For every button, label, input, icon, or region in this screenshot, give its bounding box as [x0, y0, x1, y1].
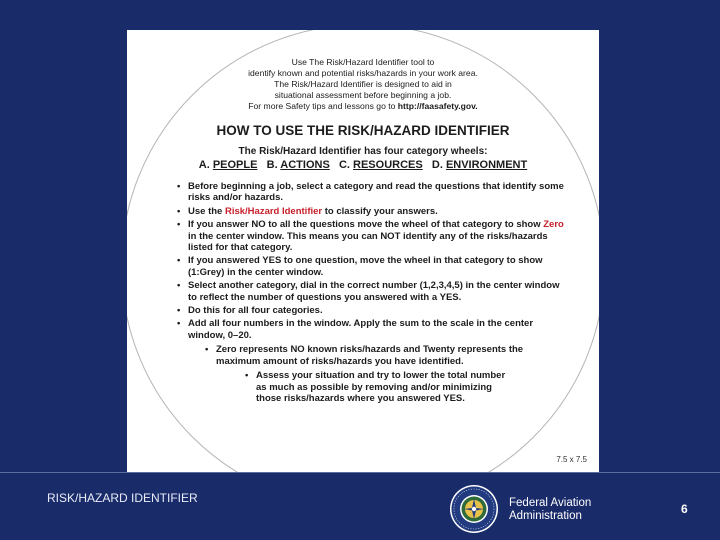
footer-title: RISK/HAZARD IDENTIFIER	[47, 491, 198, 505]
sub-sub-bullet-item: • Assess your situation and try to lower the total number as much as possible by removing and/or minimizing those risks/hazards where you answered YES.	[245, 370, 514, 404]
tips-url: http://faasafety.gov.	[397, 101, 478, 111]
bullet-item: • Select another category, dial in the correct number (1,2,3,4,5) in the center window to reflect the number of questions you answered with a YES.	[177, 280, 567, 303]
bullet-item: • If you answered YES to one question, move the wheel in that category to show (1:Grey) in the center window.	[177, 255, 567, 278]
intro-text	[127, 57, 599, 112]
wheel-name-people: PEOPLE	[212, 159, 258, 171]
card-heading: HOW TO USE THE RISK/HAZARD IDENTIFIER	[216, 123, 510, 138]
bullet-text: If you answer NO to all the questions move the wheel of that category to show	[188, 219, 544, 231]
wheel-letter: B.	[266, 159, 278, 171]
highlight-text: Zero	[543, 219, 564, 231]
agency-line: Administration	[509, 509, 582, 522]
slide-footer	[0, 472, 720, 540]
size-label: 7.5 x 7.5	[556, 455, 587, 464]
bullet-item: • Do this for all four categories.	[177, 305, 567, 316]
page-number: 6	[681, 502, 688, 516]
tips-line	[127, 101, 599, 112]
intro-line: situational assessment before beginning a job.	[274, 90, 452, 100]
faa-seal-icon	[449, 484, 499, 534]
intro-line: identify known and potential risks/hazards in your work area.	[248, 68, 478, 78]
wheel-letter: D.	[431, 159, 443, 171]
highlight-text: Risk/Hazard Identifier	[224, 205, 323, 217]
bullet-item	[177, 219, 567, 253]
tips-prefix: For more Safety tips and lessons go to	[248, 101, 398, 111]
wheel-name-environment: ENVIRONMENT	[445, 159, 528, 171]
bullet-text: in the center window. This means you can NOT identify any of the risks/hazards listed for that category.	[188, 230, 548, 254]
bullet-item	[177, 206, 567, 217]
sub-bullet-item: • Zero represents NO known risks/hazards and Twenty represents the maximum amount of risks/hazards you have identified.	[205, 344, 567, 367]
wheel-name-resources: RESOURCES	[353, 159, 423, 171]
intro-line: The Risk/Hazard Identifier is designed to aid in	[274, 79, 452, 89]
intro-line: Use The Risk/Hazard Identifier tool to	[291, 57, 435, 67]
agency-name	[509, 497, 591, 522]
wheel-letter: A.	[198, 159, 210, 171]
risk-hazard-card-image	[127, 30, 599, 472]
bullet-text: Use the	[188, 205, 225, 217]
instruction-bullets	[177, 181, 567, 406]
bullet-item: • Add all four numbers in the window. Apply the sum to the scale in the center window, 0–20.	[177, 318, 567, 341]
bullet-item: • Before beginning a job, select a category and read the questions that identify some risks and/or hazards.	[177, 181, 567, 204]
bullet-text: to classify your answers.	[322, 205, 438, 217]
card-subheading: The Risk/Hazard Identifier has four category wheels:	[238, 146, 488, 157]
wheel-letter: C.	[338, 159, 350, 171]
agency-line: Federal Aviation	[509, 497, 592, 509]
wheel-name-actions: ACTIONS	[280, 159, 330, 171]
category-wheels-list	[127, 159, 599, 171]
